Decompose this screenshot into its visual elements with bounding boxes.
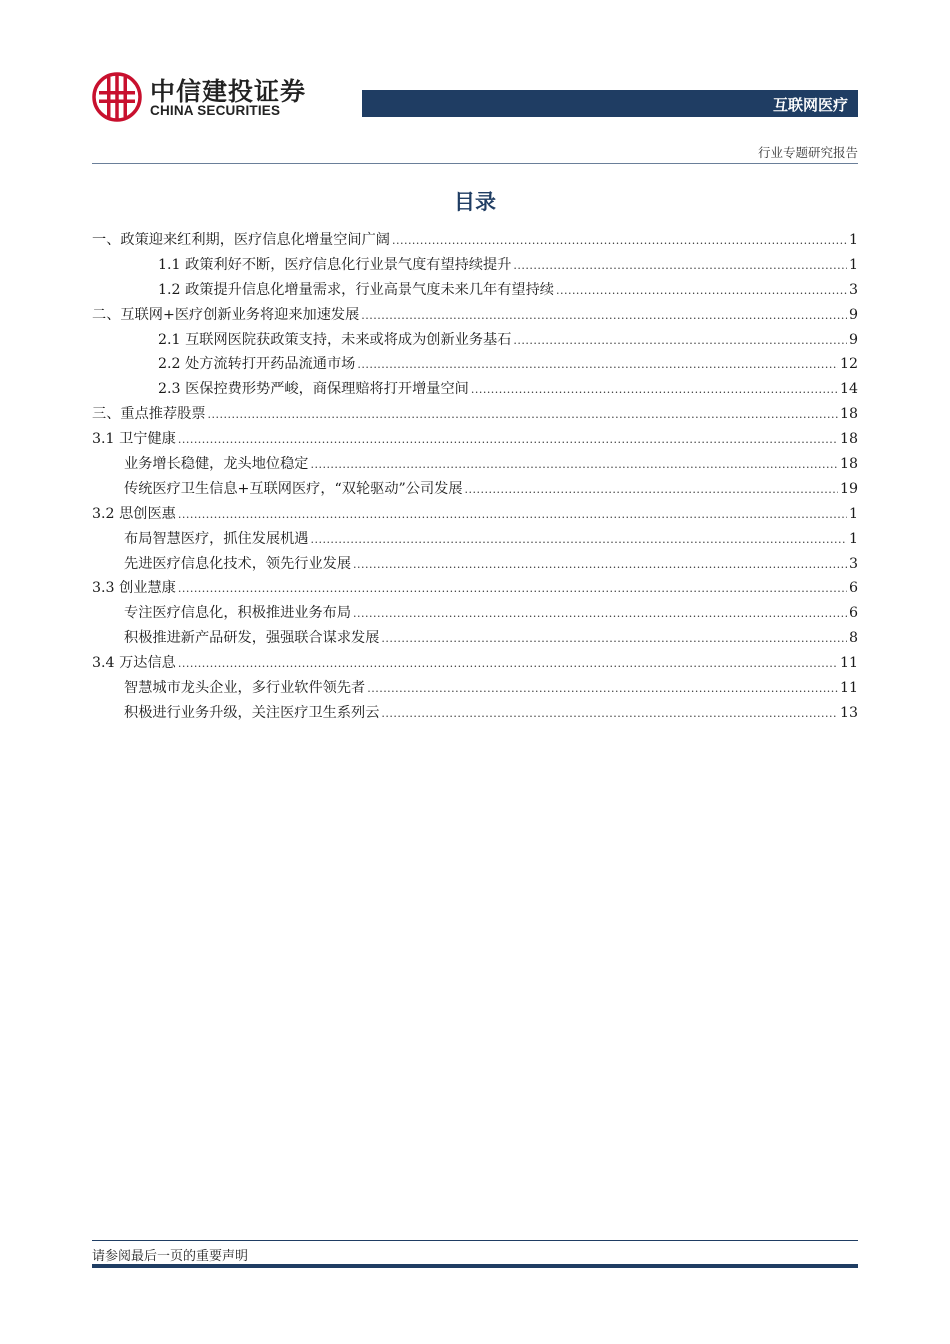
toc-entry-text: 二、互联网+医疗创新业务将迎来加速发展 [92,306,360,323]
toc-leader [513,254,847,279]
toc-entry[interactable] [92,278,858,303]
toc-entry-text: 3.2 思创医惠 [92,505,176,522]
toc-entry-text: 积极进行业务升级，关注医疗卫生系列云 [124,704,380,721]
toc-page-number: 1 [848,505,858,522]
toc-page-number: 1 [848,232,858,248]
toc-page-number: 9 [848,331,858,348]
toc-entry[interactable] [92,352,858,377]
toc-entry-text: 一、政策迎来红利期，医疗信息化增量空间广阔 [92,232,390,248]
toc-entry-text: 积极推进新产品研发，强强联合谋求发展 [124,630,380,647]
toc-entry-text: 1.2 政策提升信息化增量需求，行业高景气度未来几年有望持续 [158,281,554,298]
disclaimer-note: 请参阅最后一页的重要声明 [92,1249,249,1264]
toc-leader [392,229,847,254]
toc-page-number: 3 [848,555,858,572]
toc-entry-text: 3.4 万达信息 [92,655,176,672]
toc-leader [381,627,847,652]
toc-entry[interactable] [92,477,858,502]
brand-name-cn: 中信建投证券 [150,77,307,106]
brand-logo [92,70,307,126]
brand-name-en: CHINA SECURITIES [150,103,281,118]
toc-leader [178,503,847,528]
toc-entry[interactable] [92,452,858,477]
toc-entry[interactable] [92,576,858,601]
toc-leader [361,304,847,329]
toc-leader [208,403,838,428]
toc-entry[interactable] [92,527,858,552]
toc-entry[interactable] [92,253,858,278]
toc-entry-text: 传统医疗卫生信息+互联网医疗，“双轮驱动”公司发展 [124,480,463,497]
toc-page-number: 18 [839,431,858,448]
toc-entry-text: 三、重点推荐股票 [92,406,206,423]
toc-entry-text: 1.1 政策利好不断，医疗信息化行业景气度有望持续提升 [158,256,512,273]
toc-page-number: 1 [848,256,858,273]
section-title: 互联网医疗 [772,96,848,114]
toc-entry[interactable] [92,651,858,676]
toc-leader [381,702,838,727]
toc-entry[interactable] [92,701,858,726]
toc-leader [178,428,838,453]
toc-page-number: 6 [848,580,858,597]
toc-leader [178,652,838,677]
section-banner [362,90,858,117]
toc-page-number: 18 [839,456,858,473]
toc-entry[interactable] [92,601,858,626]
toc-page-number: 1 [848,530,858,547]
toc-page-number: 3 [848,281,858,298]
toc-leader [357,353,838,378]
toc-page-number: 6 [848,605,858,622]
toc-entry-text: 2.3 医保控费形势严峻，商保理赔将打开增量空间 [158,381,469,398]
toc-page-number: 12 [839,356,858,373]
toc-leader [310,528,847,553]
toc-entry-text: 智慧城市龙头企业，多行业软件领先者 [124,680,366,697]
toc-entry[interactable] [92,328,858,353]
toc-entry-text: 2.1 互联网医院获政策支持，未来或将成为创新业务基石 [158,331,512,348]
toc-entry[interactable] [92,303,858,328]
toc-leader [178,577,847,602]
toc-page-number: 9 [848,306,858,323]
toc-leader [353,602,847,627]
toc-entry[interactable] [92,377,858,402]
toc-entry-text: 3.1 卫宁健康 [92,431,176,448]
toc-entry[interactable] [92,552,858,577]
toc-entry[interactable] [92,676,858,701]
toc-page-number: 11 [839,655,858,672]
toc-page-number: 13 [839,704,858,721]
toc-entry-text: 先进医疗信息化技术，领先行业发展 [124,555,352,572]
table-of-contents [92,228,858,726]
toc-page-number: 19 [839,480,858,497]
toc-entry[interactable] [92,402,858,427]
toc-title: 目录 [454,190,496,214]
toc-leader [471,378,838,403]
citic-logo-icon [92,72,142,122]
toc-page-number: 8 [848,630,858,647]
toc-page-number: 18 [839,406,858,423]
toc-leader [367,677,838,702]
footer-bar [92,1264,858,1268]
toc-entry[interactable] [92,228,858,253]
toc-entry[interactable] [92,626,858,651]
toc-leader [556,279,847,304]
toc-leader [513,329,847,354]
toc-entry-text: 布局智慧医疗，抓住发展机遇 [124,530,309,547]
toc-entry-text: 3.3 创业慧康 [92,580,176,597]
toc-leader [353,553,847,578]
toc-page-number: 14 [839,381,858,398]
toc-entry-text: 专注医疗信息化，积极推进业务布局 [124,605,352,622]
footer-divider [92,1240,858,1241]
header-divider [92,163,858,164]
toc-entry-text: 业务增长稳健，龙头地位稳定 [124,456,309,473]
report-type: 行业专题研究报告 [757,145,858,160]
toc-leader [310,453,837,478]
toc-entry-text: 2.2 处方流转打开药品流通市场 [158,356,356,373]
toc-page-number: 11 [839,680,858,697]
toc-entry[interactable] [92,502,858,527]
toc-leader [465,478,838,503]
toc-entry[interactable] [92,427,858,452]
